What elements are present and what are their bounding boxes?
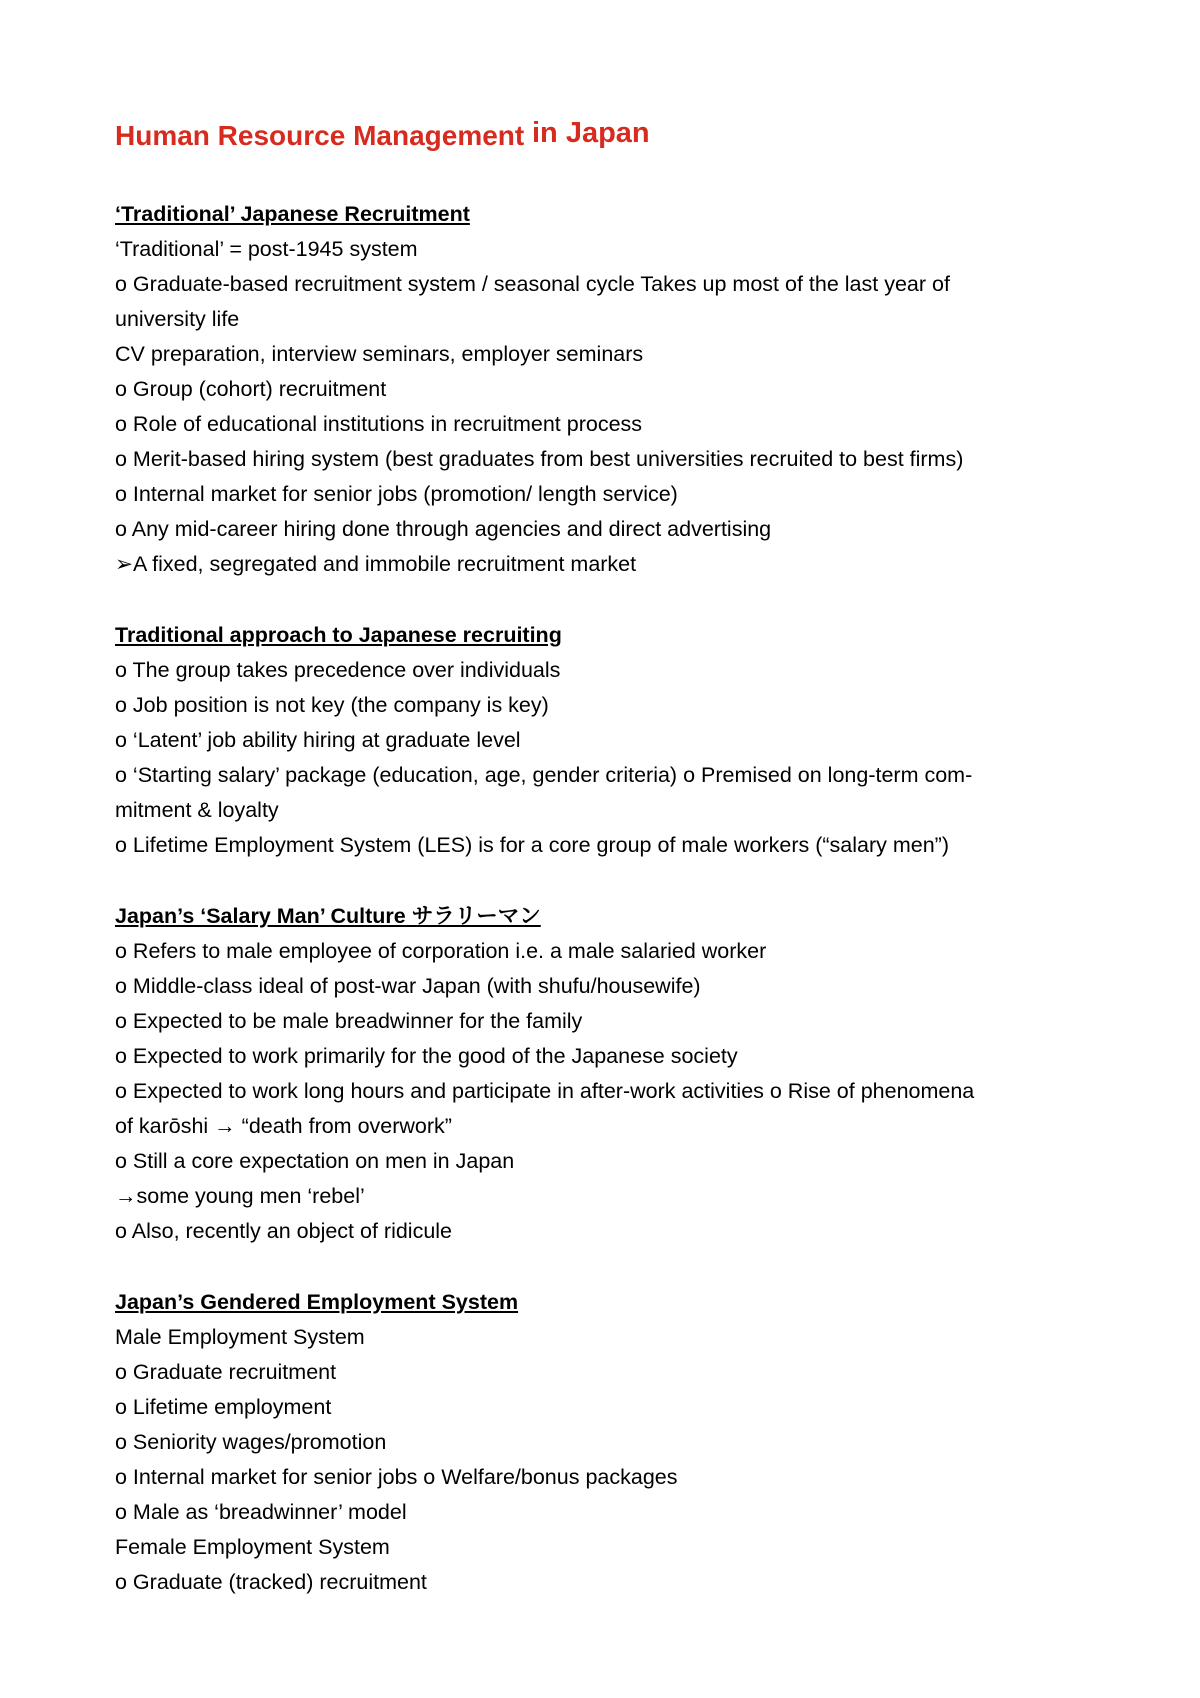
list-item: Female Employment System: [115, 1535, 390, 1559]
list-item: Male Employment System: [115, 1325, 365, 1349]
section-salary-man-culture: [115, 899, 1115, 1249]
section-spacer: [115, 863, 1115, 899]
section-spacer: [115, 582, 1115, 618]
list-item: o Graduate recruitment: [115, 1360, 337, 1384]
list-item: →some young men ‘rebel’: [115, 1184, 365, 1208]
list-item: o Job position is not key (the company is key): [115, 693, 549, 717]
document-title: [115, 116, 1115, 156]
list-item: o Refers to male employee of corporation i.e. a male salaried worker: [115, 939, 767, 963]
list-item: university life: [115, 307, 240, 331]
list-item: CV preparation, interview seminars, employer seminars: [115, 342, 644, 366]
list-item: o Also, recently an object of ridicule: [115, 1219, 453, 1243]
section-traditional-approach: [115, 618, 1115, 863]
list-item: o Male as ‘breadwinner’ model: [115, 1500, 407, 1524]
section-heading: Japan’s Gendered Employment System: [115, 1290, 519, 1314]
list-item: o Merit-based hiring system (best graduates from best universities recruited to best firms): [115, 447, 964, 471]
section-heading: Traditional approach to Japanese recruiting: [115, 623, 562, 647]
section-spacer: [115, 1249, 1115, 1285]
list-item: o Internal market for senior jobs (promotion/ length service): [115, 482, 678, 506]
list-item: o ‘Latent’ job ability hiring at graduate level: [115, 728, 521, 752]
title-spacer: [115, 156, 1115, 197]
section-heading: Japan’s ‘Salary Man’ Culture サラリーマン: [115, 904, 541, 928]
list-item: o Middle-class ideal of post-war Japan (with shufu/housewife): [115, 974, 701, 998]
document-page: [115, 116, 1115, 1600]
list-item: ‘Traditional’ = post-1945 system: [115, 237, 418, 261]
list-item: o Any mid-career hiring done through agencies and direct advertising: [115, 517, 772, 541]
list-item: o Expected to be male breadwinner for the family: [115, 1009, 583, 1033]
section-heading: ‘Traditional’ Japanese Recruitment: [115, 202, 470, 226]
list-item: o Graduate (tracked) recruitment: [115, 1570, 427, 1594]
list-item: o Lifetime Employment System (LES) is for a core group of male workers (“salary men”): [115, 833, 949, 857]
list-item: o The group takes precedence over individuals: [115, 658, 561, 682]
list-item: o Graduate-based recruitment system / seasonal cycle Takes up most of the last year of: [115, 272, 950, 296]
list-item: o Expected to work primarily for the good of the Japanese society: [115, 1044, 738, 1068]
list-item: mitment & loyalty: [115, 798, 279, 822]
document-title-part2: in Japan: [532, 117, 650, 149]
list-item: of karōshi → “death from overwork”: [115, 1114, 452, 1138]
section-gendered-employment: [115, 1285, 1115, 1600]
list-item: o Expected to work long hours and participate in after-work activities o Rise of phenomena: [115, 1079, 975, 1103]
list-item: o Still a core expectation on men in Japan: [115, 1149, 515, 1173]
list-item: o Role of educational institutions in recruitment process: [115, 412, 643, 436]
list-item: o Internal market for senior jobs o Welfare/bonus packages: [115, 1465, 678, 1489]
section-traditional-recruitment: [115, 197, 1115, 582]
list-item: o Group (cohort) recruitment: [115, 377, 387, 401]
list-item: ➢A fixed, segregated and immobile recruitment market: [115, 552, 637, 576]
list-item: o ‘Starting salary’ package (education, age, gender criteria) o Premised on long-term com-: [115, 763, 973, 787]
list-item: o Lifetime employment: [115, 1395, 332, 1419]
document-title-part1: Human Resource Management: [115, 120, 532, 151]
list-item: o Seniority wages/promotion: [115, 1430, 387, 1454]
